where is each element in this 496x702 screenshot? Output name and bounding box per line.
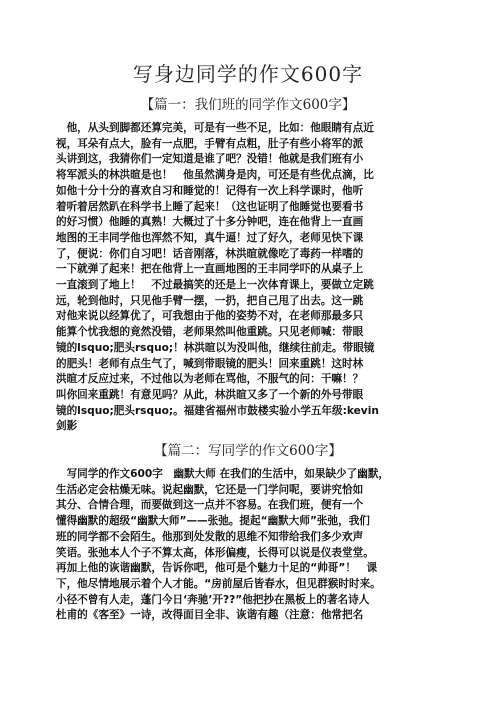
- section-1: [56, 93, 440, 435]
- text-line: 着听着居然趴在科学书上睡了起来！（这也证明了他睡觉也要看书: [56, 200, 364, 213]
- text-line: 地图的王丰同学他也浑然不知，真牛逼！过了好久，老师见快下课: [56, 231, 364, 244]
- section-body: [56, 467, 440, 624]
- text-line: 远，轮到他时，只见他手臂一摆，一扔，把自己甩了出去。这一跳: [56, 294, 364, 307]
- text-line: 洪暄才反应过来，不过他以为老师在骂他，不服气的问：干嘛！？: [56, 373, 364, 386]
- text-line: 视，耳朵有点大，脸有一点肥，手臂有点粗，肚子有些小将军的派: [56, 137, 364, 150]
- text-line: 一直滚到了地上！ 不过最搞笑的还是上一次体育课上，要做立定跳: [56, 279, 374, 292]
- text-line: 懂得幽默的超级“幽默大师”——张弛。提起“幽默大师”张弛，我们: [56, 515, 370, 528]
- text-line: 笑语。张弛本人个子不算太高，体形偏瘦，长得可以说是仪表堂堂。: [56, 546, 374, 559]
- text-line: 小径不曾有人走，蓬门今日‘奔驰’开??”他把抄在黑板上的著名诗人: [56, 593, 370, 606]
- section-heading: 【篇二：写同学的作文600字】: [154, 443, 342, 460]
- section-2: [56, 439, 440, 624]
- text-line: 了，便说：你们自习吧！话音刚落，林洪暄就像吃了毒药一样嗜的: [56, 247, 364, 260]
- text-line: 的肥头！老师有点生气了，喊到带眼镜的肥头！回来重跳！这时林: [56, 357, 364, 370]
- section-heading: 【篇一：我们班的同学作文600字】: [140, 97, 356, 113]
- text-line: 生活必定会枯燥无味。说起幽默，它还是一门学问呢，要讲究恰如: [56, 483, 364, 496]
- text-line: 其分、合情合理，而要做到这一点并不容易。在我们班，便有一个: [56, 499, 364, 512]
- text-line: 他，从头到脚都还算完美，可是有一些不足，比如：他眼睛有点近: [56, 122, 374, 134]
- text-line: 再加上他的诙谐幽默，告诉你吧，他可是个魅力十足的“帅哥”！ 课: [56, 562, 378, 575]
- text-line: 的好习惯）他睡的真熟！大概过了十多分钟吧，连在他背上一直画: [56, 216, 364, 229]
- text-line: 叫你回来重跳！有意见吗？从此，林洪暄又多了一个新的外号带眼: [56, 388, 364, 401]
- text-line: 能算个忧我想的竟然没错，老师果然叫他重跳。只见老师喊：带眼: [56, 326, 364, 339]
- text-line: 一下就弹了起来！把在他背上一直画地图的王丰同学吓的从桌子上: [56, 263, 364, 276]
- text-line: 镜的lsquo;肥头rsquo;。福建省福州市鼓楼实验小学五年级:kevin: [56, 404, 379, 417]
- text-line: 将军派头的林洪暄是也！ 他虽然满身是肉，可还是有些优点滴，比: [56, 169, 374, 182]
- text-line: 剑影: [56, 420, 78, 433]
- text-line: 班的同学都不会陌生。他那到处发散的思维不知带给我们多少欢声: [56, 530, 364, 543]
- text-line: 如他十分十分的喜欢自习和睡觉的！记得有一次上科学课时，他听: [56, 184, 364, 197]
- text-line: 写同学的作文600字 幽默大师 在我们的生活中，如果缺少了幽默，: [56, 468, 390, 481]
- text-line: 对他来说以经算优了，可我想由于他的姿势不对，在老师那最多只: [56, 310, 364, 323]
- text-line: 杜甫的《客至》一诗，改得面目全非、诙谐有趣（注意：他常把名: [56, 609, 364, 622]
- document-title: 写身边同学的作文600字: [132, 62, 364, 86]
- section-body: [56, 121, 440, 435]
- text-line: 镜的lsquo;肥头rsquo;！林洪暄以为没叫他，继续往前走。带眼镜: [56, 341, 375, 354]
- text-line: 下，他尽情地展示着个人才能。“房前屋后皆春水，但见群猴时时来。: [56, 577, 381, 590]
- text-line: 头讲到这，我猜你们一定知道是谁了吧？没错！他就是我们班有小: [56, 153, 364, 166]
